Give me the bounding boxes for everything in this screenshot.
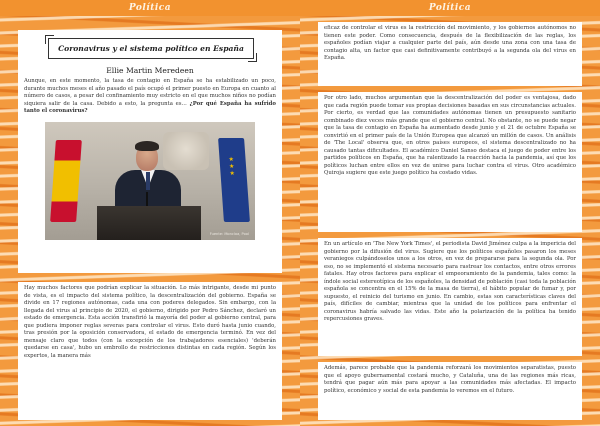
- article-photo: [45, 122, 255, 240]
- page-header: [0, 0, 300, 16]
- lectern: [97, 206, 201, 240]
- author-byline: Ellie Martin Meredeen: [106, 66, 194, 75]
- article-intro-block: [18, 66, 282, 273]
- right-paragraph-1: eficaz de controlar el virus es la restricción del movimiento, y los gobiernos autónomos no tienen este poder. Como consecuencia, después de la flexibilización de las reglas, los españoles podían viajar a cualquier parte del país, aún desde una zona con una tasa de contagio alta, un factor que casi definitivamente contribuyó a la segunda ola del virus en España.: [324, 25, 576, 62]
- article-title-box: [48, 38, 254, 59]
- page-header: [300, 0, 600, 16]
- speaker-tie: [146, 172, 150, 190]
- right-paragraph-2: Por otro lado, muchos argumentan que la descentralización del poder es ventajosa, dado que cada región puede tomar sus propias decisiones basadas en sus circunstancias actuales. Por cierto, es verdad que las comunidades autónomas tienen un presupuesto sanitario combinado diez veces más grande que el gobierno central. No obstante, no se puede negar que la tasa de contagio en España ha aumentado desde junio y el 21 de octubre España se convirtió en el primer país de la Unión Europea que alcanzó un millón de casos. Un análisis de 'The Local' observa que, en otros países europeos, el sistema descentralizado no ha causado tantas dificultades. El académico Daniel Sanso destaca el juego de poder entre los partidos políticos en España, que ha ralentizado la reacción hacia la pandemia, así que los políticos luchan entre ellos en vez de unirse para luchar contra el virus. Otro académico Quiroja sugiere que este juego político ha costado vidas.: [324, 95, 576, 177]
- left-body-paragraph: Hay muchos factores que podrían explicar la situación. Lo más intrigante, desde mi punto de vista, es el impacto del sistema político, la descentralización del gobierno. España se divide en 17 regiones autónomas, cada una con poderes delegados. Sin embargo, con la llegada del virus al principio de 2020, el gobierno, dirigido por Pedro Sánchez, declaró un estado de emergencia. Esta acción transfirió la mayoría del poder al gobierno central, para que pudiera imponer reglas severas para controlar el virus. Esto duró hasta junio cuando, tras presión por la oposición conservadora, el estado de emergencia terminó. En vez del mensaje claro que todos (con la excepción de los trabajadores esenciales) 'deberán quedarse en casa', hubo un embrollo de restricciones distintas en cada región. Según los expertos, la manera más: [24, 285, 276, 359]
- right-paragraph-3: En un artículo en 'The New York Times', el periodista David Jiménez culpa a la impericia del gobierno por la difusión del virus. Sugiere que los políticos españoles pasaron los meses veraniegos culpándoselos unos a los otros, en vez de prepararse para la segunda ola. Por eso, no se implementó el sistema necesario para rastrear los contactos, entre otros errores fatales. Hay otros factores para explicar el empeoramiento de la pandemia, tales como: la índole social estereotípica de los españoles, la densidad de población (casi toda la población española se concentra en el 15% de la masa de tierra), el hábito popular de fumar y, por supuesto, el reinicio del turismo en junio. En cambio, estas son características claves del país, difíciles de cambiar, mientras que la unidad de los políticos para enfrentar el coronavirus habría salvado las vidas. Este año la polarización de la política ha tenido repercusiones graves.: [324, 241, 576, 323]
- photo-credit: Fuente: Moncloa, Pool: [209, 231, 249, 236]
- section-title: Política: [428, 3, 472, 13]
- speaker-hair: [135, 141, 159, 151]
- right-paragraph-4: Además, parece probable que la pandemia reforzará los movimientos separatistas, puesto que el apoyo gubernamental costará mucho, y Cataluña, una de las regiones más ricas, tendrá que pagar aún más para apoyar a las comunidades más afectadas. El impacto político, económico y social de esta pandemia lo veremos en el futuro.: [324, 365, 576, 394]
- article-panel-bottom: [18, 282, 282, 420]
- right-panel-3: [318, 238, 582, 356]
- coat-of-arms: [163, 132, 209, 170]
- intro-paragraph: Aunque, en este momento, la tasa de contagio en España se ha estabilizado un poco, durante muchos meses el año pasado el país ocupó el primer puesto en Europa en cuanto al número de casos, a pesar del confinamiento muy estricto en el que muchos niños no podían siquiera salir de la casa. Debido a esto, la pregunta es… ¿Por qué España ha sufrido tanto el coronavirus?: [24, 78, 276, 115]
- right-panel-1: [318, 22, 582, 86]
- right-panel-2: [318, 92, 582, 232]
- eu-flag: ★ ★ ★: [218, 138, 250, 222]
- section-title: Política: [128, 3, 172, 13]
- spain-flag: [50, 140, 82, 222]
- article-title: Coronavirus y el sistema político en España: [58, 44, 244, 53]
- right-panel-4: [318, 362, 582, 420]
- right-page: [300, 0, 600, 426]
- lead-question: ¿Por qué España ha sufrido tanto el coronavirus?: [24, 100, 276, 115]
